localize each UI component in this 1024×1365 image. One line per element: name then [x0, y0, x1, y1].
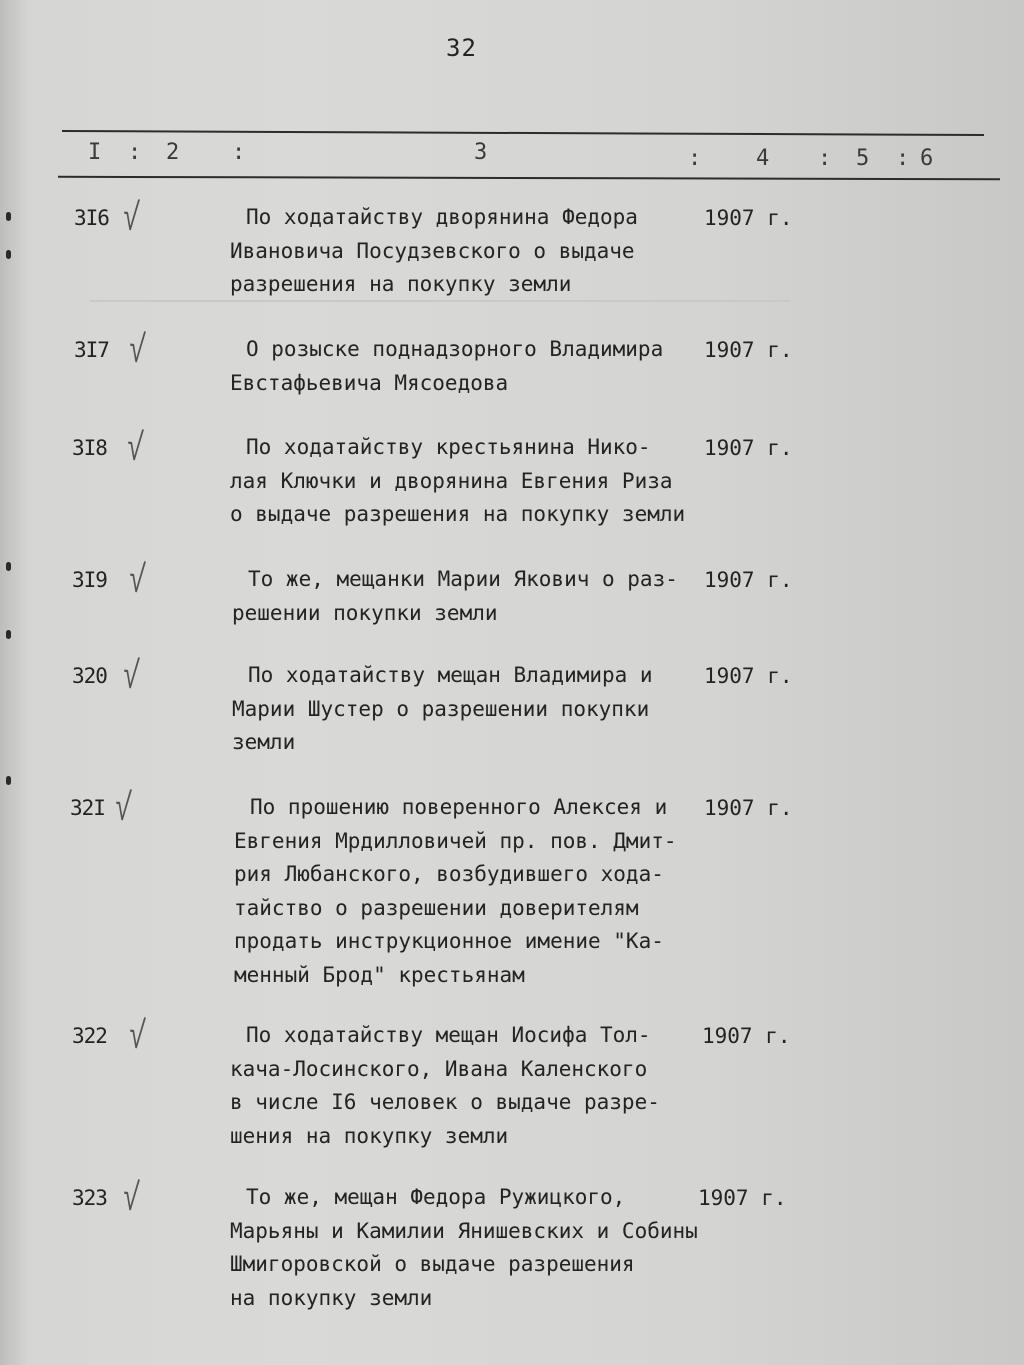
entry-line: Ивановича Посудзевского о выдаче — [230, 238, 635, 263]
checkmark-icon: √ — [127, 554, 147, 604]
page-number: 32 — [446, 34, 477, 62]
column-header-5: 5 — [856, 146, 870, 171]
entry-line: Евгения Мрдилловичей пр. пов. Дмит- — [234, 828, 677, 853]
column-separator: : — [896, 146, 910, 171]
entry-year: 1907 г. — [704, 568, 793, 592]
checkmark-icon: √ — [121, 192, 141, 242]
checkmark-icon: √ — [121, 1172, 141, 1222]
entry-line: То же, мещанки Марии Якович о раз- — [248, 567, 678, 591]
checkmark-icon: √ — [127, 324, 147, 374]
entry-number: 3I9 — [72, 568, 107, 592]
entry-year: 1907 г. — [704, 338, 793, 362]
entry-year: 1907 г. — [702, 1024, 791, 1048]
binding-hole — [6, 212, 11, 221]
entry-line: о выдаче разрешения на покупку земли — [230, 502, 686, 526]
column-header-2: 2 — [166, 140, 180, 165]
entry-line: на покупку земли — [230, 1285, 433, 1310]
entry-line: кача-Лосинского, Ивана Каленского — [230, 1056, 648, 1081]
entry-number: 3I7 — [74, 338, 109, 362]
column-header-1: I — [88, 140, 102, 165]
entry-description — [230, 333, 663, 400]
entry-line: По ходатайству мещан Владимира и — [248, 663, 653, 687]
entry-line: шения на покупку земли — [230, 1123, 509, 1148]
entry-number: 3I8 — [72, 436, 107, 460]
entry-line: в числе I6 человек о выдаче разре- — [230, 1090, 660, 1114]
entry-description — [234, 791, 677, 992]
entry-year: 1907 г. — [704, 436, 793, 460]
binding-hole — [6, 776, 11, 785]
entry-line: рия Любанского, возбудившего хода- — [234, 862, 664, 886]
entry-line: разрешения на покупку земли — [230, 272, 572, 296]
checkmark-icon: √ — [113, 782, 133, 832]
column-header-4: 4 — [756, 146, 770, 171]
column-separator: : — [232, 140, 246, 165]
checkmark-icon: √ — [127, 1010, 147, 1060]
entry-line: То же, мещан Федора Ружицкого, — [246, 1185, 626, 1209]
header-top-rule — [62, 130, 984, 136]
checkmark-icon: √ — [121, 650, 141, 700]
entry-line: тайство о разрешении доверителям — [234, 895, 639, 920]
column-separator: : — [818, 146, 832, 171]
checkmark-icon: √ — [125, 422, 145, 472]
entry-line: Марии Шустер о разрешении покупки — [232, 696, 650, 721]
entry-line: Шмигоровской о выдаче разрешения — [230, 1252, 635, 1276]
entry-description — [232, 659, 653, 760]
entry-year: 1907 г. — [698, 1186, 787, 1210]
entry-year: 1907 г. — [704, 664, 793, 688]
entry-number: 323 — [72, 1186, 107, 1210]
header-bottom-rule — [58, 176, 1000, 180]
binding-hole — [6, 562, 11, 571]
entry-number: 32I — [70, 796, 105, 820]
entry-year: 1907 г. — [704, 206, 793, 230]
column-separator: : — [128, 140, 142, 165]
entry-number: 322 — [72, 1024, 107, 1048]
entry-number: 3I6 — [74, 206, 109, 230]
entry-description — [230, 1181, 698, 1315]
entry-description — [230, 201, 638, 302]
entry-description — [230, 431, 685, 532]
column-header-3: 3 — [474, 140, 488, 165]
binding-hole — [6, 630, 11, 639]
entry-line: продать инструкционное имение "Ка- — [234, 929, 664, 953]
entry-line: менный Брод" крестьянам — [234, 962, 525, 987]
entry-line: Евстафьевича Мясоедова — [230, 370, 509, 395]
entry-line: По прошению поверенного Алексея и — [250, 795, 668, 819]
entry-line: По ходатайству крестьянина Нико- — [246, 435, 651, 459]
column-header-6: 6 — [920, 146, 934, 171]
entry-line: По ходатайству мещан Иосифа Тол- — [246, 1023, 651, 1047]
entry-line: решении покупки земли — [232, 600, 498, 625]
entry-line: земли — [232, 730, 296, 754]
entry-description — [232, 563, 678, 630]
entry-line: По ходатайству дворянина Федора — [246, 205, 638, 229]
binding-hole — [6, 250, 11, 259]
entry-year: 1907 г. — [704, 796, 793, 820]
entry-line: О розыске поднадзорного Владимира — [246, 337, 664, 361]
entry-number: 320 — [72, 664, 107, 688]
entry-line: Марьяны и Камилии Янишевских и Собины — [230, 1218, 698, 1243]
entry-description — [230, 1019, 660, 1153]
entry-line: лая Ключки и дворянина Евгения Риза — [230, 468, 673, 493]
column-separator: : — [688, 146, 702, 171]
